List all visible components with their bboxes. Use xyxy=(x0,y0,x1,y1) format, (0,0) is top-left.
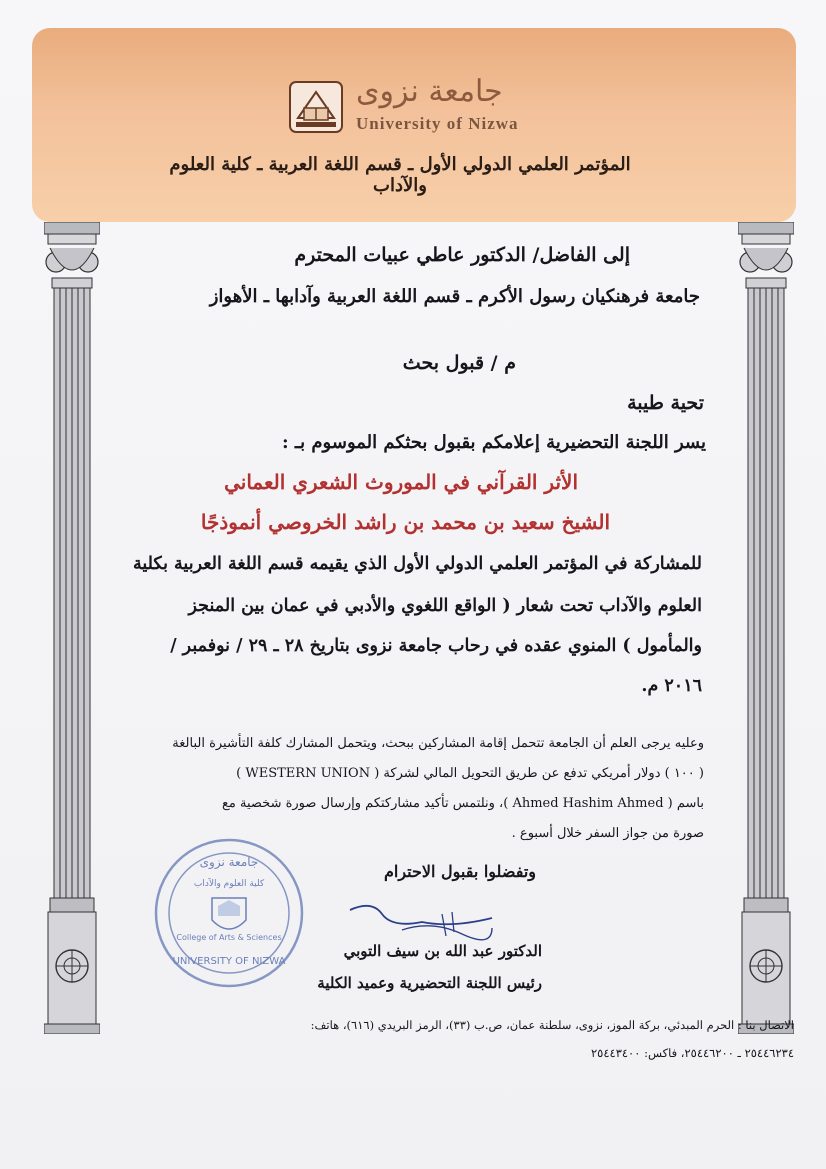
greeting: تحية طيبة xyxy=(627,392,704,414)
recipient-name: إلى الفاضل/ الدكتور عاطي عبيات المحترم xyxy=(294,244,630,266)
university-name-arabic: جامعة نزوى xyxy=(356,74,503,109)
stamp-ring-text: UNIVERSITY OF NIZWA xyxy=(172,956,286,967)
paper-subtitle: الشيخ سعيد بن محمد بن راشد الخروصي أنموذجًا xyxy=(200,510,610,534)
note-line-3: باسم ( Ahmed Hashim Ahmed )، ونلتمس تأكيد مشاركتكم وإرسال صورة شخصية مع xyxy=(222,796,704,811)
contact-line-2: ٢٥٤٤٦٢٣٤ ـ ٢٥٤٤٦٢٠٠، فاكس: ٢٥٤٤٣٤٠٠ xyxy=(591,1046,794,1060)
note-line-4: صورة من جواز السفر خلال أسبوع . xyxy=(511,826,704,841)
body-line-2: العلوم والآداب تحت شعار ( الواقع اللغوي والأدبي في عمان بين المنجز xyxy=(188,596,702,616)
university-logo-icon xyxy=(286,78,346,136)
body-line-4: ٢٠١٦ م. xyxy=(641,676,702,696)
stamp-middle-text: كلية العلوم والآداب xyxy=(193,879,265,889)
body-line-1: للمشاركة في المؤتمر العلمي الدولي الأول الذي يقيمه قسم اللغة العربية بكلية xyxy=(132,554,702,574)
body-line-3: والمأمول ) المنوي عقده في رحاب جامعة نزوى بتاريخ ٢٨ ـ ٢٩ / نوفمبر / xyxy=(170,636,702,656)
left-column-ornament xyxy=(44,222,100,1034)
note-line-2: ( ١٠٠ ) دولار أمريكي تدفع عن طريق التحويل المالي لشركة ( WESTERN UNION ) xyxy=(236,766,704,781)
university-name-english: University of Nizwa xyxy=(356,114,519,133)
official-stamp-icon xyxy=(152,836,306,990)
stamp-top-text: جامعة نزوى xyxy=(199,855,259,869)
subject-line: م / قبول بحث xyxy=(402,352,516,374)
paper-title: الأثر القرآني في الموروث الشعري العماني xyxy=(224,470,578,494)
stamp-bottom-text: College of Arts & Sciences xyxy=(176,933,282,942)
recipient-institution: جامعة فرهنكيان رسول الأكرم ـ قسم اللغة العربية وآدابها ـ الأهواز xyxy=(209,286,700,307)
contact-line-1: الاتصال بنا : الحرم المبدئي، بركة الموز، نزوى، سلطنة عمان، ص.ب (٣٣)، الرمز البريدي (٦١٦)، هاتف: xyxy=(310,1018,794,1032)
conference-title: المؤتمر العلمي الدولي الأول ـ قسم اللغة العربية ـ كلية العلوم والآداب xyxy=(169,154,631,196)
closing-line: وتفضلوا بقبول الاحترام xyxy=(383,862,536,881)
intro-line: يسر اللجنة التحضيرية إعلامكم بقبول بحثكم الموسوم بـ : xyxy=(281,432,706,453)
signatory-title: رئيس اللجنة التحضيرية وعميد الكلية xyxy=(317,974,542,992)
note-line-1: وعليه يرجى العلم أن الجامعة تتحمل إقامة المشاركين ببحث، ويتحمل المشارك كلفة التأشيرة البالغة xyxy=(172,736,704,751)
right-column-ornament xyxy=(738,222,794,1034)
signatory-name: الدكتور عبد الله بن سيف التوبي xyxy=(343,942,542,960)
